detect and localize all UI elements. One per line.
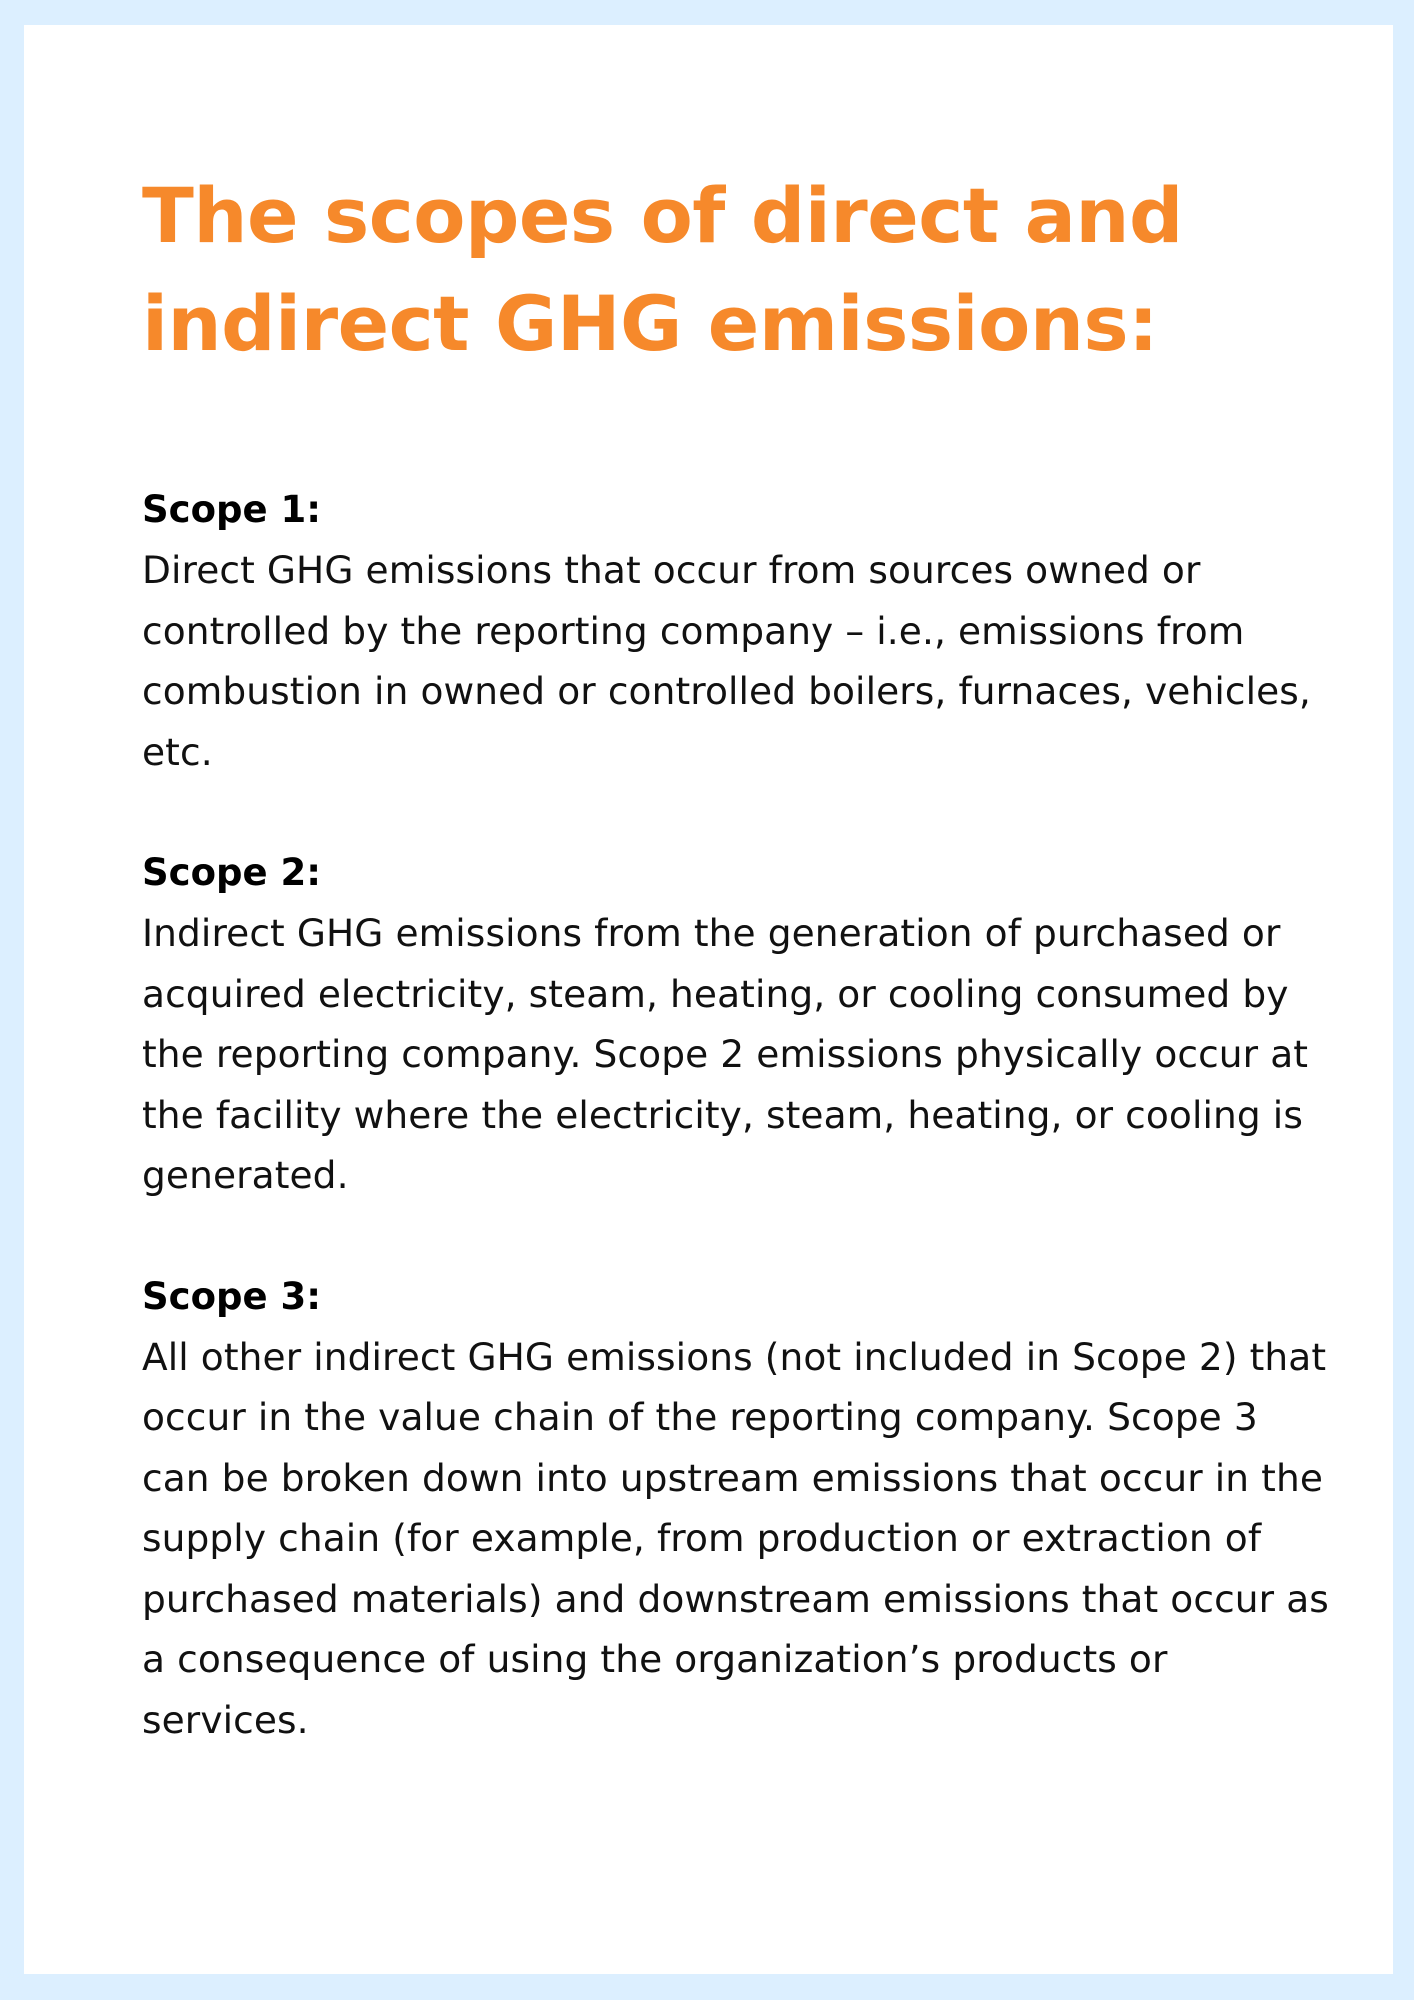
scope-list — [142, 480, 1332, 1811]
content-card — [24, 25, 1393, 1974]
scope-2-description: Indirect GHG emissions from the generation of purchased or acquired electricity, steam, heating, or cooling consumed by the reporting company. Scope 2 emissions physically occur at the facility where the electricity, steam, heating, or cooling is generated. — [142, 911, 1309, 1197]
scope-3-section — [142, 1267, 1332, 1751]
scope-2-section — [142, 843, 1332, 1206]
scope-3-heading: Scope 3: — [142, 1274, 322, 1318]
scope-1-section — [142, 480, 1332, 782]
scope-1-heading: Scope 1: — [142, 488, 322, 531]
scope-3-description: All other indirect GHG emissions (not included in Scope 2) that occur in the value chain of the reporting company. Scope 3 can be broken down into upstream emissions that occur in the supply chain (for example, from production or extraction of purchased materials) and downstream emissions that occur as a consequence of using the organization’s products or services. — [142, 1334, 1329, 1742]
scope-2-heading: Scope 2: — [142, 851, 322, 894]
scope-1-description: Direct GHG emissions that occur from sources owned or controlled by the reporting company – i.e., emissions from combustion in owned or controlled boilers, furnaces, vehicles, etc. — [142, 548, 1311, 774]
page-title: The scopes of direct and indirect GHG emissions: — [142, 171, 1183, 368]
